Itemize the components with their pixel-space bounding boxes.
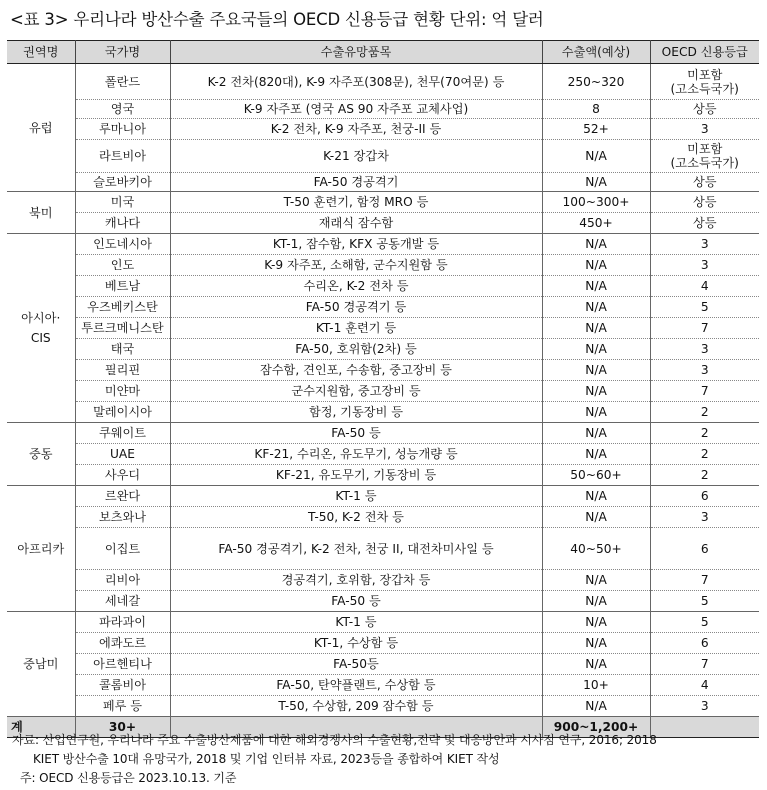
country-cell: 인도 [75,255,170,276]
table-row [7,234,759,255]
country-cell: 라트비아 [75,140,170,173]
header-country: 국가명 [75,41,170,64]
country-cell: 르완다 [75,486,170,507]
table-row [7,465,759,486]
country-cell: 미국 [75,192,170,213]
amount-cell: 8 [542,100,650,119]
items-cell: K-21 장갑차 [170,140,542,173]
amount-cell: N/A [542,507,650,528]
country-cell: 베트남 [75,276,170,297]
country-cell: 파라과이 [75,612,170,633]
items-cell: KT-1 등 [170,612,542,633]
items-cell: FA-50등 [170,654,542,675]
region-cell: 아시아· CIS [7,234,75,423]
table-row [7,318,759,339]
items-cell: K-2 전차, K-9 자주포, 천궁-II 등 [170,119,542,140]
country-cell: 태국 [75,339,170,360]
amount-cell: N/A [542,140,650,173]
header-region: 권역명 [7,41,75,64]
footnote: 주: OECD 신용등급은 2023.10.13. 기준 [20,771,237,785]
amount-cell: 10+ [542,675,650,696]
grade-cell: 3 [650,119,759,140]
amount-cell: 40~50+ [542,528,650,570]
grade-cell: 5 [650,297,759,318]
country-cell: 리비아 [75,570,170,591]
grade-cell: 3 [650,507,759,528]
country-cell: 보츠와나 [75,507,170,528]
table-row [7,64,759,100]
grade-cell: 미포함 (고소득국가) [650,64,759,100]
table-row [7,675,759,696]
country-cell: UAE [75,444,170,465]
country-cell: 루마니아 [75,119,170,140]
amount-cell: 52+ [542,119,650,140]
grade-cell: 미포함 (고소득국가) [650,140,759,173]
region-cell: 북미 [7,192,75,234]
amount-cell: N/A [542,381,650,402]
header-grade: OECD 신용등급 [650,41,759,64]
grade-cell: 4 [650,675,759,696]
items-cell: KT-1, 수상함 등 [170,633,542,654]
table-row [7,633,759,654]
table-row [7,507,759,528]
table-row [7,297,759,318]
items-cell: FA-50 경공격기, K-2 전차, 천궁 II, 대전차미사일 등 [170,528,542,570]
country-cell: 캐나다 [75,213,170,234]
country-cell: 투르크메니스탄 [75,318,170,339]
grade-cell: 상등 [650,192,759,213]
table-row [7,192,759,213]
grade-cell: 상등 [650,213,759,234]
grade-cell: 3 [650,696,759,717]
country-cell: 콜롬비아 [75,675,170,696]
table-row [7,276,759,297]
total-amount: 900~1,200+ [542,717,650,738]
items-cell: 수리온, K-2 전차 등 [170,276,542,297]
items-cell: K-9 자주포, 소해함, 군수지원함 등 [170,255,542,276]
amount-cell: N/A [542,654,650,675]
country-cell: 필리핀 [75,360,170,381]
items-cell: KF-21, 유도무기, 기동장비 등 [170,465,542,486]
amount-cell: 450+ [542,213,650,234]
amount-cell: N/A [542,570,650,591]
items-cell: KT-1 등 [170,486,542,507]
table-row [7,100,759,119]
grade-cell: 3 [650,339,759,360]
items-cell: 함정, 기동장비 등 [170,402,542,423]
table-row [7,119,759,140]
amount-cell: N/A [542,402,650,423]
items-cell: FA-50 경공격기 [170,173,542,192]
table-row [7,360,759,381]
amount-cell: N/A [542,234,650,255]
source-note-line1: 자료: 산업연구원, 우리나라 주요 수출방산제품에 대한 해외경쟁사의 수출현황,전략 및 대응방안과 시사점 연구, 2016; 2018 [12,733,657,747]
grade-cell: 5 [650,591,759,612]
country-cell: 사우디 [75,465,170,486]
table-row [7,381,759,402]
country-cell: 세네갈 [75,591,170,612]
amount-cell: N/A [542,423,650,444]
table-row [7,696,759,717]
items-cell: KF-21, 수리온, 유도무기, 성능개량 등 [170,444,542,465]
grade-cell: 2 [650,423,759,444]
table-row [7,528,759,570]
credit-rating-table [7,40,759,738]
items-cell: FA-50, 탄약플랜트, 수상함 등 [170,675,542,696]
grade-cell: 상등 [650,100,759,119]
grade-cell: 3 [650,234,759,255]
items-cell: FA-50 등 [170,423,542,444]
table-row [7,402,759,423]
grade-cell: 7 [650,654,759,675]
items-cell: 재래식 잠수함 [170,213,542,234]
items-cell: 군수지원함, 중고장비 등 [170,381,542,402]
amount-cell: N/A [542,173,650,192]
table-row [7,255,759,276]
grade-cell: 6 [650,633,759,654]
items-cell: T-50, 수상함, 209 잠수함 등 [170,696,542,717]
country-cell: 폴란드 [75,64,170,100]
amount-cell: N/A [542,591,650,612]
grade-cell: 7 [650,318,759,339]
amount-cell: N/A [542,339,650,360]
grade-cell: 4 [650,276,759,297]
items-cell: T-50, K-2 전차 등 [170,507,542,528]
table-row [7,339,759,360]
amount-cell: 50~60+ [542,465,650,486]
amount-cell: N/A [542,276,650,297]
source-note-line2: KIET 방산수출 10대 유망국가, 2018 및 기업 인터뷰 자료, 2023등을 종합하여 KIET 작성 [33,752,500,766]
amount-cell: N/A [542,633,650,654]
header-amount: 수출액(예상) [542,41,650,64]
items-cell: T-50 훈련기, 함정 MRO 등 [170,192,542,213]
total-label: 계 [7,717,75,738]
country-cell: 인도네시아 [75,234,170,255]
amount-cell: 100~300+ [542,192,650,213]
country-cell: 말레이시아 [75,402,170,423]
amount-cell: N/A [542,486,650,507]
table-row [7,654,759,675]
amount-cell: 250~320 [542,64,650,100]
amount-cell: N/A [542,444,650,465]
amount-cell: N/A [542,318,650,339]
grade-cell: 2 [650,444,759,465]
header-row [7,41,759,64]
region-cell: 아프리카 [7,486,75,612]
items-cell: FA-50 경공격기 등 [170,297,542,318]
table-title: <표 3> 우리나라 방산수출 주요국들의 OECD 신용등급 현황 단위: 억 달러 [10,10,544,29]
grade-cell: 3 [650,360,759,381]
table-row [7,591,759,612]
grade-cell: 5 [650,612,759,633]
items-cell: FA-50, 호위함(2차) 등 [170,339,542,360]
country-cell: 영국 [75,100,170,119]
total-count: 30+ [75,717,170,738]
table-row [7,213,759,234]
country-cell: 페루 등 [75,696,170,717]
table-row [7,173,759,192]
items-cell: KT-1 훈련기 등 [170,318,542,339]
grade-cell: 상등 [650,173,759,192]
grade-cell: 6 [650,486,759,507]
region-cell: 중동 [7,423,75,486]
table-row [7,423,759,444]
items-cell: 잠수함, 견인포, 수송함, 중고장비 등 [170,360,542,381]
country-cell: 에콰도르 [75,633,170,654]
header-items: 수출유망품목 [170,41,542,64]
items-cell: KT-1, 잠수함, KFX 공동개발 등 [170,234,542,255]
amount-cell: N/A [542,612,650,633]
table-row [7,444,759,465]
country-cell: 이집트 [75,528,170,570]
items-cell: K-2 전차(820대), K-9 자주포(308문), 천무(70여문) 등 [170,64,542,100]
grade-cell: 7 [650,570,759,591]
country-cell: 쿠웨이트 [75,423,170,444]
amount-cell: N/A [542,696,650,717]
amount-cell: N/A [542,297,650,318]
amount-cell: N/A [542,255,650,276]
grade-cell: 6 [650,528,759,570]
table-body [7,64,759,738]
region-cell: 중남미 [7,612,75,717]
grade-cell: 3 [650,255,759,276]
items-cell: 경공격기, 호위함, 장갑차 등 [170,570,542,591]
grade-cell: 7 [650,381,759,402]
region-cell: 유럽 [7,64,75,192]
grade-cell: 2 [650,402,759,423]
table-row [7,570,759,591]
table-row [7,140,759,173]
grade-cell: 2 [650,465,759,486]
items-cell: FA-50 등 [170,591,542,612]
total-grade-empty [650,717,759,738]
country-cell: 슬로바키아 [75,173,170,192]
items-cell: K-9 자주포 (영국 AS 90 자주포 교체사업) [170,100,542,119]
country-cell: 우즈베키스탄 [75,297,170,318]
country-cell: 미얀마 [75,381,170,402]
amount-cell: N/A [542,360,650,381]
table-row [7,486,759,507]
table-row [7,612,759,633]
country-cell: 아르헨티나 [75,654,170,675]
